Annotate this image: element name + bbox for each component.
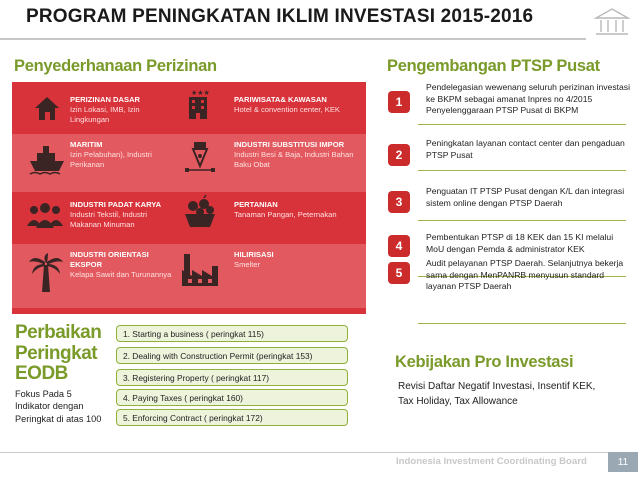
pen-nib-icon [185, 140, 215, 176]
ptsp-item-text: Audit pelayanan PTSP Daerah. Selanjutnya bekerja sama dengan MenPANRB menyusun standard layanan PTSP Daerah [426, 258, 624, 292]
page-title: PROGRAM PENINGKATAN IKLIM INVESTASI 2015-2016 [26, 6, 534, 27]
tile-heading: MARITIM [70, 140, 103, 149]
eodb-note [15, 388, 101, 425]
ptsp-item-text: Pembentukan PTSP di 18 KEK dan 15 KI melalui MoU dengan Pemda & administrator KEK [426, 232, 614, 254]
ptsp-item-text: Pendelegasian wewenang seluruh perizinan investasi ke BKPM sebagai amanat Inpres no 4/2015 Penyelenggaraan PTSP Pusat di BKPM [426, 82, 630, 116]
eodb-heading-line: EODB [15, 363, 68, 385]
tile-description: Industri Besi & Baja, Industri Bahan Baku Obat [234, 149, 354, 169]
tile-heading: PARIWISATA& KAWASAN [234, 95, 327, 104]
kebijakan-text: Revisi Daftar Negatif Investasi, Insentif KEK, Tax Holiday, Tax Allowance [398, 381, 596, 407]
tile-description: Industri Tekstil, Industri Makanan Minuman [70, 209, 148, 229]
ptsp-heading: Pengembangan PTSP Pusat [387, 57, 600, 75]
fruit-basket-icon [182, 194, 218, 230]
ptsp-item-text: Penguatan IT PTSP Pusat dengan K/L dan integrasi sistem online dengan PTSP Daerah [426, 186, 625, 208]
tile-description: Tanaman Pangan, Peternakan [234, 209, 337, 219]
people-icon [26, 202, 64, 230]
tile-perizinan-dasar [70, 95, 170, 125]
ptsp-number-badge: 5 [388, 262, 410, 284]
ptsp-divider [418, 220, 626, 221]
eodb-indicator: 4. Paying Taxes ( peringkat 160) [116, 389, 348, 406]
tile-heading: PERTANIAN [234, 200, 278, 209]
ptsp-number-badge: 4 [388, 235, 410, 257]
tile-heading: PERIZINAN DASAR [70, 95, 141, 104]
ptsp-number-badge: 2 [388, 144, 410, 166]
tile-description: Izin Lokasi, IMB, Izin Lingkungan [70, 104, 140, 124]
ptsp-divider [418, 323, 626, 324]
tile-hilirisasi [234, 250, 344, 270]
tile-description: Hotel & convention center, KEK [234, 104, 340, 114]
ptsp-divider [418, 124, 626, 125]
tile-description: Kelapa Sawit dan Turunannya [70, 269, 172, 279]
tile-heading: INDUSTRI PADAT KARYA [70, 200, 162, 209]
ship-icon [28, 144, 66, 176]
tile-maritim [70, 140, 170, 170]
perizinan-heading: Penyederhanaan Perizinan [14, 57, 217, 75]
title-divider [0, 38, 586, 40]
house-icon [32, 94, 62, 122]
tile-description: Smelter [234, 259, 261, 269]
eodb-heading [15, 323, 101, 385]
hotel-icon [184, 88, 212, 120]
tile-heading: HILIRISASI [234, 250, 274, 259]
tile-description: Izin Pelabuhan), Industri Perikanan [70, 149, 152, 169]
page-number: 11 [608, 452, 638, 472]
eodb-indicator: 1. Starting a business ( peringkat 115) [116, 325, 348, 342]
eodb-note-line: Fokus Pada 5 [15, 389, 72, 399]
tile-padat-karya [70, 200, 180, 230]
palm-tree-icon [28, 252, 64, 294]
ptsp-number-badge: 3 [388, 191, 410, 213]
ptsp-number-badge: 1 [388, 91, 410, 113]
tile-orientasi-ekspor [70, 250, 180, 280]
eodb-note-line: Peringkat di atas 100 [15, 413, 102, 424]
tile-pertanian [234, 200, 344, 220]
eodb-heading-line: Peringkat [15, 342, 98, 364]
eodb-indicator: 2. Dealing with Construction Permit (peringkat 153) [116, 347, 348, 364]
bkpm-logo-icon [592, 6, 632, 36]
kebijakan-heading: Kebijakan Pro Investasi [395, 353, 574, 371]
eodb-indicator: 3. Registering Property ( peringkat 117) [116, 369, 348, 386]
eodb-note-line: Indikator dengan [15, 401, 84, 412]
factory-icon [180, 252, 220, 288]
eodb-heading-line: Perbaikan [15, 322, 102, 343]
perizinan-panel [12, 82, 366, 314]
footer-org-name: Indonesia Investment Coordinating Board [396, 456, 587, 467]
footer-divider [0, 452, 638, 453]
tile-heading: INDUSTRI ORIENTASI EKSPOR [70, 250, 149, 269]
ptsp-item-text: Peningkatan layanan contact center dan pengaduan PTSP Pusat [426, 138, 625, 160]
tile-substitusi-impor [234, 140, 362, 170]
tile-pariwisata [234, 95, 359, 115]
ptsp-divider [418, 170, 626, 171]
svg-text:★★★: ★★★ [191, 89, 210, 97]
tile-heading: INDUSTRI SUBSTITUSI IMPOR [234, 140, 345, 149]
eodb-indicator: 5. Enforcing Contract ( peringkat 172) [116, 409, 348, 426]
